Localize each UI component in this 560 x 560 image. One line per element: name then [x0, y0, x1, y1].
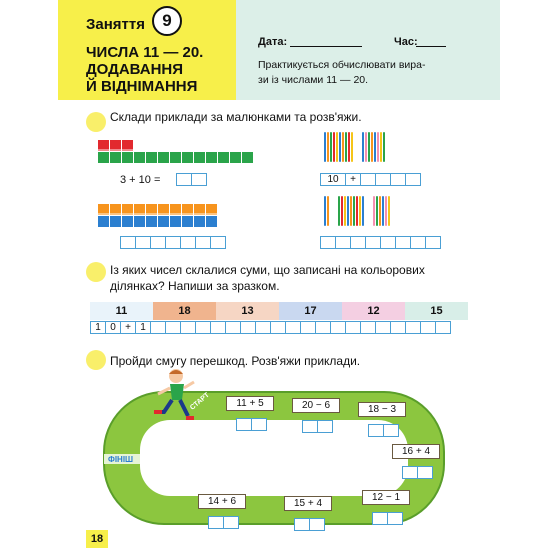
- example-sign-5: 12 − 1: [362, 490, 410, 505]
- sticks-bundle-bottom: [324, 196, 391, 226]
- answer-cells-1[interactable]: [236, 418, 266, 431]
- example-cell-3: +: [120, 321, 136, 334]
- sum-cell-4: 17: [279, 302, 342, 320]
- task1-answer-cells[interactable]: [176, 173, 206, 186]
- lesson-title: [86, 44, 236, 95]
- running-track: [86, 384, 470, 540]
- time-field[interactable]: [416, 46, 446, 47]
- start-label: СТАРТ: [189, 391, 211, 412]
- cube-row-green: [98, 152, 254, 163]
- answer-cells-7[interactable]: [208, 516, 238, 529]
- date-label: Дата:: [258, 36, 288, 48]
- example-sign-6: 15 + 4: [284, 496, 332, 511]
- sticks-bundle-top: [324, 132, 386, 162]
- task-bullet-1: [86, 112, 106, 132]
- sum-cell-2: 18: [153, 302, 216, 320]
- example-sign-1: 11 + 5: [226, 396, 274, 411]
- example-cell-2: 0: [105, 321, 121, 334]
- task3-instruction: Пройди смугу перешкод. Розв'яжи приклади.: [110, 354, 361, 368]
- lesson-label: Заняття: [86, 16, 145, 33]
- cube-row-blue: [98, 216, 218, 227]
- answer-cells-2[interactable]: [302, 420, 332, 433]
- answer-cells-3[interactable]: [368, 424, 398, 437]
- finish-label: ФІНІШ: [108, 455, 134, 464]
- answer-cells-5[interactable]: [372, 512, 402, 525]
- example-sign-4: 16 + 4: [392, 444, 440, 459]
- task2-instruction: [110, 262, 480, 294]
- runner-boy-illustration: [150, 366, 198, 424]
- answer-cells-4[interactable]: [402, 466, 432, 479]
- task1-answer-cells-bottom[interactable]: [320, 236, 440, 249]
- given-number-cell: 10: [320, 173, 346, 186]
- title-line-1: ЧИСЛА 11 — 20.: [86, 44, 204, 61]
- task-bullet-2: [86, 262, 106, 282]
- sum-cell-1: 11: [90, 302, 153, 320]
- task2-instruction-line-1: Із яких чисел склалися суми, що записані на кольорових: [110, 263, 425, 277]
- task1-equation: 3 + 10 =: [120, 174, 161, 186]
- page-number: 18: [86, 530, 108, 548]
- given-plus-cell: +: [345, 173, 361, 186]
- sum-cell-3: 13: [216, 302, 279, 320]
- lesson-number-badge: 9: [152, 6, 182, 36]
- sum-cell-5: 12: [342, 302, 405, 320]
- example-cell-4: 1: [135, 321, 151, 334]
- task-bullet-3: [86, 350, 106, 370]
- task1-expression-cells-right[interactable]: [320, 173, 420, 186]
- example-sign-2: 20 − 6: [292, 398, 340, 413]
- title-line-2: ДОДАВАННЯ: [86, 61, 184, 78]
- sum-cell-6: 15: [405, 302, 468, 320]
- description-line-1: Практикується обчислювати вира-: [258, 59, 426, 71]
- task2-answer-grid[interactable]: [90, 321, 450, 334]
- lesson-description: [258, 58, 468, 88]
- description-line-2: зи із числами 11 — 20.: [258, 74, 369, 86]
- task1-expression-cells-left[interactable]: [120, 236, 225, 249]
- title-line-3: Й ВІДНІМАННЯ: [86, 78, 198, 95]
- example-sign-3: 18 − 3: [358, 402, 406, 417]
- time-label: Час:: [394, 36, 418, 48]
- example-sign-7: 14 + 6: [198, 494, 246, 509]
- example-cell-1: 1: [90, 321, 106, 334]
- task1-instruction: Склади приклади за малюнками та розв'яжи.: [110, 110, 362, 124]
- date-field[interactable]: [290, 46, 362, 47]
- sums-band: [90, 302, 468, 320]
- task2-instruction-line-2: ділянках? Напиши за зразком.: [110, 279, 280, 293]
- answer-cells-6[interactable]: [294, 518, 324, 531]
